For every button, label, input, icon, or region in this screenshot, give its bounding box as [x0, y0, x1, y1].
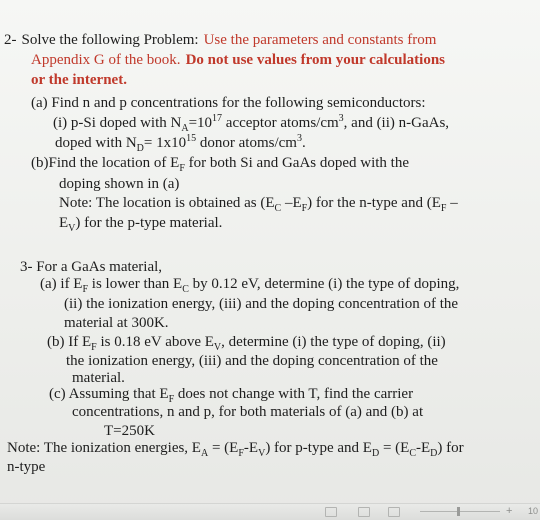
text: concentrations, n and p, for both materials of (a) and (b) at [72, 404, 424, 420]
layout-view-icon[interactable] [358, 507, 370, 517]
text: T=250K [104, 423, 155, 439]
problem3-part-b-line2 [66, 353, 438, 370]
text: ) for the n-type and (E [307, 195, 441, 211]
problem3-note-line2 [7, 459, 45, 476]
instruction-bold: or the internet. [31, 72, 127, 88]
text: = (E [208, 440, 239, 456]
text: is 0.18 eV above E [96, 334, 214, 350]
text: Find the location of E [48, 155, 180, 171]
text: ) for p-type and E [265, 440, 372, 456]
problem2-note [59, 195, 458, 212]
instruction-text: Appendix G of the book. [31, 52, 181, 68]
problem3-line1 [20, 259, 162, 276]
zoom-slider[interactable] [420, 511, 500, 512]
text: by 0.12 eV, determine (i) the type of doping, [188, 276, 460, 292]
problem3-part-a-line2 [64, 296, 458, 313]
text: is lower than E [88, 276, 183, 292]
instruction-bold: Do not use values from your calculations [185, 52, 446, 68]
problem3-part-c-line2 [72, 404, 423, 421]
part-text: Find n and p concentrations for the following semiconductors: [51, 95, 426, 111]
part-label: (a) [31, 95, 48, 111]
text: = 1x10 [143, 135, 187, 151]
text: the ionization energy, (iii) and the doping concentration of the [66, 353, 438, 369]
problem3-part-b [47, 334, 446, 351]
subscript: D [371, 448, 380, 459]
text: (b) If E [47, 334, 92, 350]
subscript: V [258, 448, 266, 459]
zoom-in-button[interactable]: + [506, 505, 513, 517]
subscript: D [430, 448, 438, 459]
subscript: F [82, 284, 89, 295]
problem3-part-c-line3 [104, 423, 155, 440]
page-view-icon[interactable] [325, 507, 337, 517]
subscript: F [440, 203, 447, 214]
subscript: A [181, 123, 189, 134]
text: material at 300K. [64, 315, 169, 331]
subscript: C [182, 284, 189, 295]
text: ) for [437, 440, 464, 456]
problem-number: 2- [4, 32, 17, 48]
text: Note: The location is obtained as (E [59, 195, 275, 211]
subscript: F [301, 203, 308, 214]
problem3-part-c [49, 386, 413, 403]
superscript: 3 [338, 113, 344, 124]
problem2-part-a-ii [55, 135, 306, 152]
problem-lead: Solve the following Problem: [21, 32, 199, 48]
problem2-note-line2 [59, 215, 222, 232]
text: = (E [379, 440, 410, 456]
text: Note: The ionization energies, E [7, 440, 201, 456]
text: acceptor atoms/cm [222, 115, 339, 131]
subscript: F [91, 342, 97, 353]
problem2-line3 [31, 72, 127, 89]
text: donor atoms/cm [196, 135, 297, 151]
part-label: (b) [31, 155, 49, 171]
text: – [446, 195, 458, 211]
subscript: F [238, 448, 244, 459]
zoom-level: 10 [527, 506, 538, 516]
bottom-status-bar [0, 503, 540, 520]
text: for both Si and GaAs doped with the [184, 155, 410, 171]
superscript: 17 [212, 113, 223, 124]
text: –E [281, 195, 302, 211]
superscript: 3 [296, 133, 302, 144]
instruction-text: Use the parameters and constants from [203, 32, 437, 48]
subscript: C [274, 203, 282, 214]
subscript: D [136, 143, 144, 154]
text: n-type [7, 459, 46, 475]
text: E [59, 215, 69, 231]
text: material. [72, 370, 125, 386]
problem2-part-a-i [53, 115, 449, 132]
text: (ii) the ionization energy, (iii) and the doping concentration of the [64, 296, 459, 312]
problem2-part-b [31, 155, 409, 172]
subscript: F [179, 163, 185, 174]
text: (a) if E [40, 276, 83, 292]
subscript: F [168, 394, 175, 405]
text: . [301, 135, 306, 151]
web-view-icon[interactable] [388, 507, 400, 517]
text: (i) p-Si doped with N [53, 115, 182, 131]
subscript: V [213, 342, 222, 353]
problem3-note [7, 440, 464, 457]
superscript: 15 [186, 133, 197, 144]
text: (c) Assuming that E [49, 386, 169, 402]
text: =10 [188, 115, 213, 131]
problem2-part-b-line2 [59, 176, 179, 193]
text: , and (ii) n-GaAs, [343, 115, 450, 131]
problem2-part-a [31, 95, 426, 112]
text: doped with N [55, 135, 137, 151]
problem3-part-a-line3 [64, 315, 169, 332]
text: -E [415, 440, 431, 456]
problem3-part-b-line3 [72, 370, 125, 387]
problem3-part-a [40, 276, 459, 293]
zoom-slider-thumb[interactable] [457, 507, 460, 516]
problem2-line1 [4, 32, 436, 49]
subscript: A [200, 448, 209, 459]
text: doping shown in (a) [59, 176, 180, 192]
text: , determine (i) the type of doping, (ii) [221, 334, 446, 350]
problem2-line2 [31, 52, 445, 69]
subscript: C [409, 448, 416, 459]
text: ) for the p-type material. [75, 215, 223, 231]
text: -E [243, 440, 259, 456]
text: does not change with T, find the carrier [174, 386, 414, 402]
subscript: V [68, 223, 76, 234]
text: 3- For a GaAs material, [20, 259, 163, 275]
